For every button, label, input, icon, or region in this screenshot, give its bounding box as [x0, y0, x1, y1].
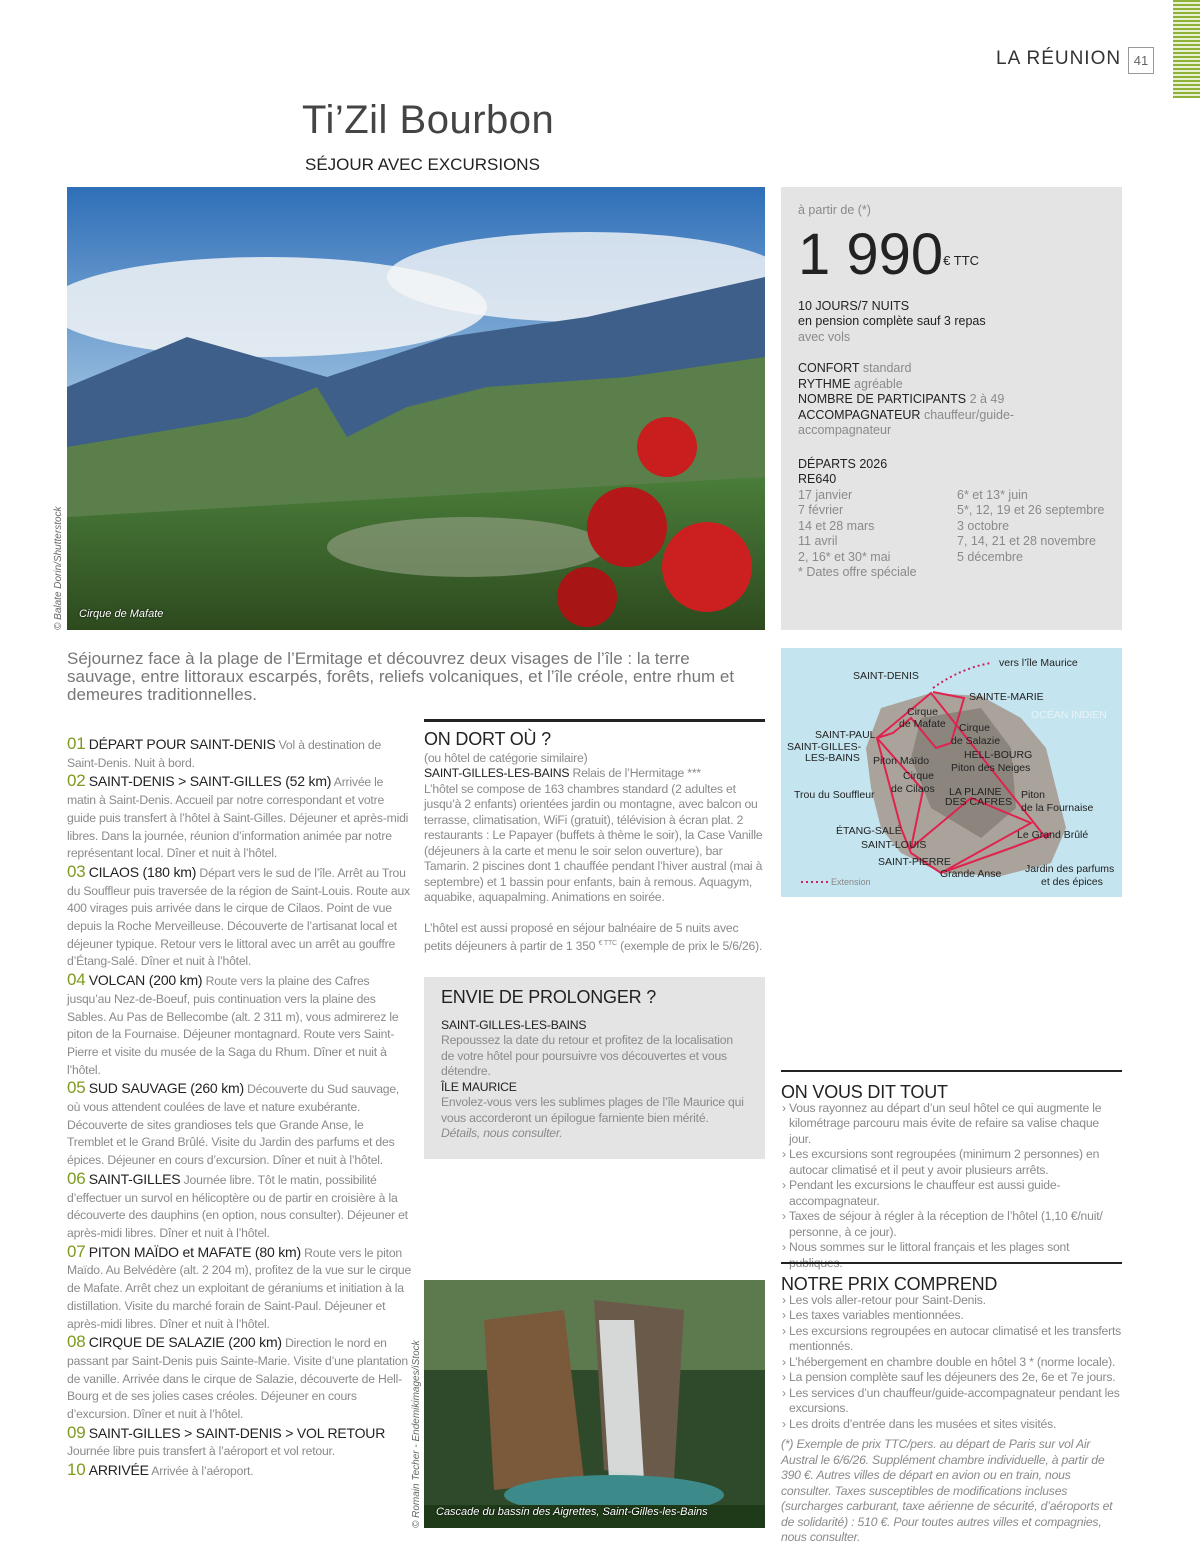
divider: [781, 1262, 1122, 1264]
price-footnote: (*) Exemple de prix TTC/pers. au départ de Paris sur vol Air Austral le 6/6/26. Supplément chambre individuelle, à partir de 390 €. Autres villes de départ en avion ou en train, nous consulter. Taxes susceptibles de modifications incluses (surcharges carburant, taxe aérienne de sécurité, d’aéroports et de solidarité) : 510 €. Pour toutes autres villes et compagnies, nous consulter.: [781, 1437, 1113, 1544]
trip-code: RE640: [798, 472, 837, 486]
map-label: SAINTE-MARIE: [969, 691, 1044, 703]
day-heading: ARRIVÉE: [88, 1462, 149, 1479]
map-label: LA PLAINE: [949, 786, 1002, 798]
list-item: › La pension complète sauf les déjeuners des 2e, 6e et 7e jours.: [782, 1370, 1116, 1384]
list-item-text: La pension complète sauf les déjeuners des 2e, 6e et 7e jours.: [789, 1370, 1116, 1384]
map-label: SAINT-LOUIS: [861, 839, 927, 851]
route-map: [781, 648, 1122, 897]
price-amount: [798, 221, 1105, 287]
flights: avec vols: [798, 329, 851, 344]
spec-row: [798, 377, 1105, 393]
hotel-desc: L’hôtel se compose de 163 chambres standard (2 adultes et jusqu’à 2 enfants) orientées jardin ou montagne, avec balcon ou terrasse, climatisation, WiFi (gratuit), télévision à écran plat. 2 restaurants : Le Papayer (buffets à thème le soir), la Case Vanille (déjeuners à la carte et menu le soir selon ouverture), bar Tamarin. 2 piscines dont 1 chauffée pendant l’hiver austral (mai à septembre) et 1 bassin pour enfants, bain à remous. Aquagym, aquabike, aquapalming. Animations en soirée.: [424, 781, 763, 904]
intro-text: Séjournez face à la plage de l’Ermitage et découvrez deux visages de l’île : la terre sauvage, entre littoraux escarpés, forêts, reliefs volcaniques, et l’île créole, entre rhum et demeures traditionnelles.: [67, 649, 735, 704]
map-label: SAINT-PAUL: [815, 729, 876, 741]
photo-caption: Cascade du bassin des Aigrettes, Saint-Gilles-les-Bains: [436, 1506, 708, 1518]
spec-row: [798, 361, 1105, 377]
photo-caption: Cirque de Mafate: [79, 608, 164, 620]
itinerary-day: [67, 1461, 412, 1481]
map-label: de la Fournaise: [1021, 802, 1094, 814]
day-number: 08: [67, 1332, 86, 1352]
day-text: Découverte du Sud sauvage, où vous attendent coulées de lave et nature exubérante. Découverte de sites grandioses tels que Grande Anse, le Tremblet et le Grand Brûlé. Visite du Jardin des parfums et des épices. Déjeuner en cours d’excursion. Dîner et nuit à l’hôtel.: [67, 1082, 400, 1168]
spec-key: ACCOMPAGNATEUR: [798, 407, 921, 422]
price-box: [781, 187, 1122, 630]
extend-p1: Repoussez la date du retour et profitez de la localisation de votre hôtel pour poursuivre vos découvertes et vous détendre.: [441, 1033, 733, 1078]
day-text: Route vers le piton Maïdo. Au Belvédère (alt. 2 204 m), profitez de la vue sur le cirque de Mafate. Arrêt chez un exploitant de géraniums et initiation à la distillation. Visite du marché forain de Saint-Paul. Déjeuner et après-midi libres. Dîner et nuit à l’hôtel.: [67, 1245, 412, 1331]
map-label: LES-BAINS: [805, 752, 860, 764]
list-item-text: Taxes de séjour à régler à la réception de l’hôtel (1,10 €/nuit/ personne, à ce jour).: [788, 1209, 1103, 1239]
tout-section: [781, 1070, 1122, 1271]
day-text: Direction le nord en passant par Saint-Denis puis Sainte-Marie. Visite d’une plantation de vanille. Arrivée dans le cirque de Salazie, découverte de Hell-Bourg et de ses jolies cases créoles. Déjeuner en cours d’excursion. Dîner et nuit à l’hôtel.: [67, 1336, 408, 1422]
spec-row: [798, 408, 1105, 439]
day-number: 07: [67, 1241, 86, 1261]
map-label: Cirque: [907, 706, 938, 718]
day-heading: CIRQUE DE SALAZIE (200 km): [88, 1334, 282, 1351]
list-item: › Les droits d’entrée dans les musées et sites visités.: [782, 1416, 1057, 1431]
extension-line: [933, 663, 991, 688]
photo-cirque-mafate: [67, 187, 765, 630]
itinerary-day: [67, 863, 412, 971]
departure-date: 2, 16* et 30* mai: [798, 549, 891, 564]
map-label: ÉTANG-SALÉ: [836, 825, 902, 837]
dates-left: [798, 488, 957, 581]
map-label: OCÉAN INDIEN: [1031, 709, 1107, 721]
board: en pension complète sauf 3 repas: [798, 314, 986, 328]
map-label: Trou du Souffleur: [794, 789, 875, 801]
map-label: Le Grand Brûlé: [1017, 829, 1089, 841]
day-number: 02: [67, 771, 86, 791]
extend-details: Détails, nous consulter.: [441, 1126, 563, 1140]
list-item-text: Les vols aller-retour pour Saint-Denis.: [789, 1292, 986, 1307]
page-title: Ti’Zil Bourbon: [302, 98, 555, 142]
departure-date: 14 et 28 mars: [798, 518, 875, 533]
prix-title: NOTRE PRIX COMPREND: [781, 1274, 998, 1294]
section-title: LA RÉUNION: [996, 48, 1122, 69]
hotel-place: SAINT-GILLES-LES-BAINS: [424, 766, 570, 780]
day-heading: VOLCAN (200 km): [88, 972, 203, 989]
map-label: Jardin des parfums: [1025, 863, 1115, 875]
price-value: 1 990: [798, 221, 944, 287]
map-label: et des épices: [1041, 876, 1103, 888]
list-item-text: Pendant les excursions le chauffeur est aussi guide-accompagnateur.: [789, 1178, 1061, 1208]
day-text: Départ vers le sud de l’île. Arrêt au Trou du Souffleur puis traversée de la région de Saint-Louis. Route aux 400 virages puis arrivée dans le cirque de Cilaos. Point de vue depuis la Roche Merveilleuse. Découverte de l’artisanat local et déjeuner typique. Retour vers le littoral avec un arrêt au gouffre d’Étang-Salé. Dîner et nuit à l’hôtel.: [67, 865, 410, 969]
day-number: 04: [67, 970, 86, 990]
spec-value: standard: [862, 361, 912, 375]
list-item-text: Les taxes variables mentionnées.: [789, 1308, 964, 1322]
day-number: 06: [67, 1168, 86, 1188]
departures-title: DÉPARTS 2026: [798, 456, 888, 471]
list-item-text: Nous sommes sur le littoral français et les plages sont publiques.: [789, 1240, 1070, 1270]
day-heading: PITON MAÏDO et MAFATE (80 km): [88, 1243, 301, 1260]
extend-p1-title: SAINT-GILLES-LES-BAINS: [441, 1017, 587, 1032]
page-subtitle: SÉJOUR AVEC EXCURSIONS: [305, 155, 540, 174]
map-label: HELL-BOURG: [964, 749, 1033, 761]
list-item: › Pendant les excursions le chauffeur est aussi guide-accompagnateur.: [782, 1178, 1061, 1208]
tout-list: [781, 1101, 1122, 1272]
divider: [781, 1070, 1122, 1072]
spec-row: [798, 392, 1105, 408]
price-currency: € TTC: [943, 252, 980, 268]
list-item: › Les vols aller-retour pour Saint-Denis.: [782, 1292, 986, 1307]
hotel-note: (ou hôtel de catégorie similaire): [424, 750, 588, 765]
map-label: vers l’île Maurice: [999, 657, 1078, 669]
departure-date: 7 février: [798, 503, 844, 517]
day-number: 09: [67, 1422, 86, 1442]
list-item-text: L’hébergement en chambre double en hôtel 3 * (norme locale).: [789, 1354, 1116, 1369]
hotel-section: [424, 719, 765, 955]
hotel-name: Relais de l’Hermitage ***: [572, 766, 701, 780]
map-label: de Cilaos: [891, 783, 935, 795]
map-label: SAINT-DENIS: [853, 670, 919, 682]
trip-specs: [798, 361, 1105, 439]
itinerary-day: [67, 1333, 412, 1424]
day-text: Journée libre. Tôt le matin, possibilité d’effectuer un survol en hélicoptère ou de partir en croisière à la découverte des dauphins (en option, nous consulter). Déjeuner et après-midi libres. Dîner et nuit à l’hôtel.: [67, 1172, 408, 1240]
list-item: › Nous sommes sur le littoral français et les plages sont publiques.: [782, 1240, 1070, 1270]
spec-key: RYTHME: [798, 376, 851, 391]
extend-p2: Envolez-vous vers les sublimes plages de l’île Maurice qui vous accorderont un épilogue farniente bien mérité.: [441, 1095, 744, 1125]
tout-title: ON VOUS DIT TOUT: [781, 1082, 948, 1102]
departure-date: * Dates offre spéciale: [798, 565, 917, 579]
page-number: 41: [1128, 47, 1154, 74]
photo-cascade: [424, 1280, 765, 1528]
departure-date: 7, 14, 21 et 28 novembre: [957, 534, 1096, 548]
departure-date: 11 avril: [798, 534, 838, 548]
list-item-text: Les excursions sont regroupées (minimum 2 personnes) en autocar climatisé et il peut y avoir plusieurs arrêts.: [789, 1147, 1100, 1177]
prix-list: [781, 1293, 1122, 1433]
day-text: Arrivée le matin à Saint-Denis. Accueil par notre correspondant et votre guide puis transfert à l’hôtel à Saint-Gilles. Déjeuner et après-midi libres. Dans la journée, réunion d’information animée par notre représentant local. Dîner et nuit à l’hôtel.: [67, 775, 409, 861]
spec-value: agréable: [854, 376, 903, 391]
extend-title: ENVIE DE PROLONGER ?: [441, 987, 657, 1007]
day-heading: SUD SAUVAGE (260 km): [88, 1080, 244, 1097]
day-text: Arrivée à l’aéroport.: [151, 1464, 254, 1479]
list-item: › Les excursions sont regroupées (minimum 2 personnes) en autocar climatisé et il peut y avoir plusieurs arrêts.: [782, 1147, 1100, 1177]
day-heading: SAINT-DENIS > SAINT-GILLES (52 km): [88, 773, 332, 790]
day-number: 01: [67, 734, 86, 753]
itinerary-day: [67, 1243, 412, 1334]
map-label: SAINT-PIERRE: [878, 856, 951, 868]
extend-p2-title: ÎLE MAURICE: [441, 1079, 517, 1094]
itinerary-day: [67, 735, 412, 772]
itinerary: [67, 735, 412, 1481]
day-text: Route vers la plaine des Cafres jusqu’au Nez-de-Boeuf, puis continuation vers la plaine des Sables. Au Pas de Bellecombe (alt. 2 311 m), vous admirerez le piton de la Fournaise. Déjeuner montagnard. Route vers Saint-Pierre et visite du musée de la Saga du Rhum. Dîner et nuit à l’hôtel.: [67, 974, 399, 1077]
map-label: de Mafate: [899, 718, 946, 730]
day-number: 03: [67, 861, 86, 881]
departure-date: 6* et 13* juin: [957, 487, 1028, 502]
spec-value: chauffeur/guide-accompagnateur: [798, 407, 1015, 437]
map-label: de Salazie: [951, 735, 1001, 747]
list-item: › Les services d’un chauffeur/guide-accompagnateur pendant les excursions.: [782, 1385, 1120, 1415]
map-label: Piton des Neiges: [951, 762, 1031, 774]
map-label: Piton: [1021, 789, 1045, 801]
list-item-text: Les services d’un chauffeur/guide-accompagnateur pendant les excursions.: [789, 1385, 1120, 1415]
itinerary-day: [67, 1424, 412, 1461]
spec-key: CONFORT: [798, 361, 860, 375]
extend-box: [424, 977, 765, 1159]
list-item: › Vous rayonnez au départ d’un seul hôtel ce qui augmente le kilométrage parcouru mais évite de refaire sa valise chaque jour.: [782, 1100, 1102, 1146]
spec-key: NOMBRE DE PARTICIPANTS: [798, 392, 967, 406]
offer-note: (exemple de prix le 5/6/26).: [620, 939, 763, 954]
map-label: Grande Anse: [940, 868, 1002, 880]
departure-date: 17 janvier: [798, 487, 853, 502]
day-text: Journée libre puis transfert à l’aéroport et vol retour.: [67, 1444, 335, 1459]
map-label: SAINT-GILLES-: [787, 741, 862, 753]
itinerary-day: [67, 1170, 412, 1243]
hotel-offer: [424, 921, 765, 955]
itinerary-day: [67, 772, 412, 863]
duration: 10 JOURS/7 NUITS: [798, 298, 910, 313]
day-number: 10: [67, 1460, 86, 1480]
map-label: Cirque: [903, 770, 934, 782]
day-text: Vol à destination de Saint-Denis. Nuit à bord.: [67, 738, 382, 770]
divider: [424, 719, 765, 722]
list-item-text: Vous rayonnez au départ d’un seul hôtel ce qui augmente le kilométrage parcouru mais évite de refaire sa valise chaque jour.: [789, 1100, 1102, 1146]
map-label: Cirque: [959, 722, 990, 734]
list-item: › Taxes de séjour à régler à la réception de l’hôtel (1,10 €/nuit/ personne, à ce jour).: [782, 1209, 1103, 1239]
day-heading: SAINT-GILLES > SAINT-DENIS > VOL RETOUR: [88, 1424, 386, 1441]
decorative-stripes: [1173, 0, 1200, 98]
spec-value: 2 à 49: [969, 392, 1005, 406]
map-label: DES CAFRES: [945, 796, 1013, 808]
list-item: › Les excursions regroupées en autocar climatisé et les transferts mentionnés.: [782, 1323, 1122, 1353]
day-heading: DÉPART POUR SAINT-DENIS: [88, 736, 276, 752]
map-label: Extension: [831, 877, 871, 887]
hotel-title: ON DORT OÙ ?: [424, 729, 551, 749]
list-item: › Les taxes variables mentionnées.: [782, 1308, 964, 1322]
list-item: › L’hébergement en chambre double en hôtel 3 * (norme locale).: [782, 1354, 1116, 1369]
itinerary-day: [67, 971, 412, 1079]
departure-date: 5*, 12, 19 et 26 septembre: [957, 503, 1105, 517]
offer-sup: € TTC: [598, 940, 617, 947]
price-from: à partir de (*): [798, 203, 871, 217]
day-number: 05: [67, 1078, 86, 1098]
prix-section: [781, 1262, 1122, 1546]
map-label: Piton Maïdo: [873, 755, 930, 767]
photo-credit: © Romain Techer - Endemikimages/iStock: [411, 1340, 422, 1528]
list-item-text: Les excursions regroupées en autocar climatisé et les transferts mentionnés.: [789, 1323, 1122, 1353]
departure-date: 3 octobre: [957, 518, 1010, 533]
offer-text: L’hôtel est aussi proposé en séjour balnéaire de 5 nuits avec petits déjeuners à partir de 1 350: [424, 920, 739, 954]
photo-credit: © Balate Dorin/Shutterstock: [53, 506, 64, 630]
departure-date: 5 décembre: [957, 549, 1024, 564]
itinerary-day: [67, 1079, 412, 1170]
day-heading: SAINT-GILLES: [88, 1170, 181, 1187]
dates-right: [957, 488, 1104, 581]
day-heading: CILAOS (180 km): [88, 863, 197, 880]
list-item-text: Les droits d’entrée dans les musées et sites visités.: [789, 1416, 1057, 1431]
